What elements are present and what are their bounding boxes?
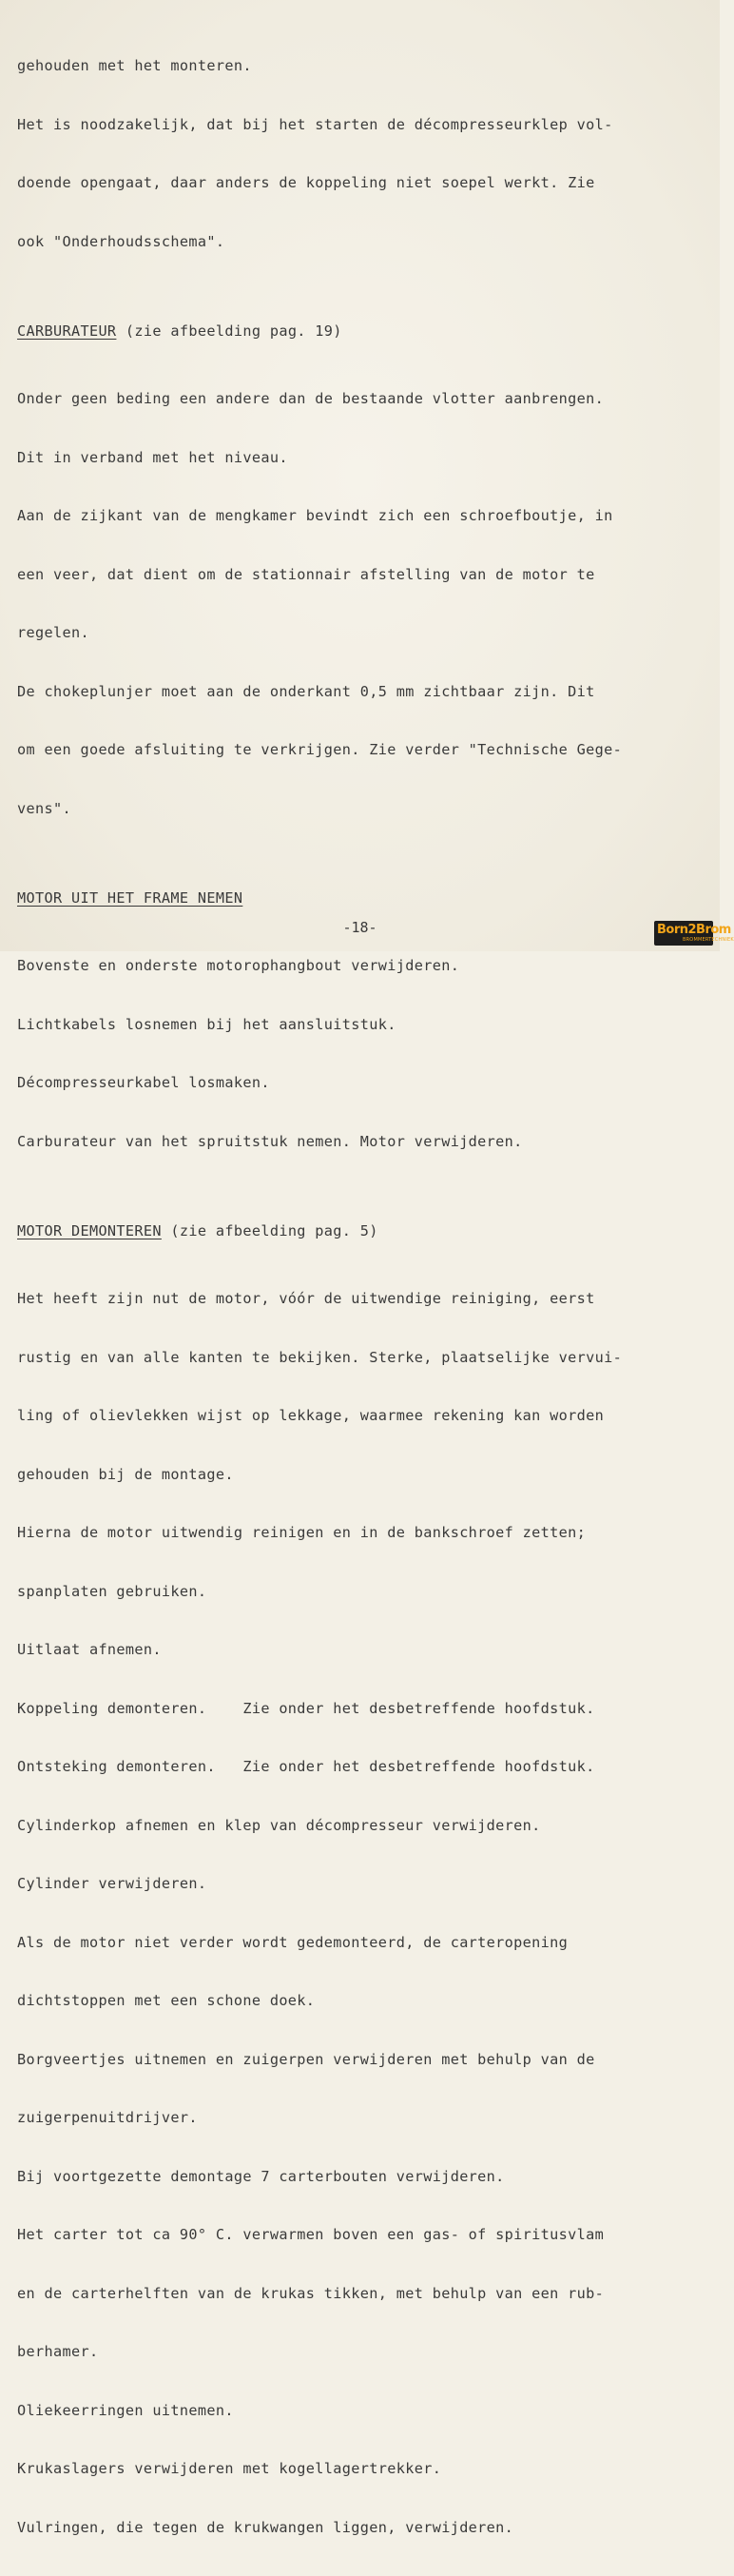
body-line: Het is noodzakelijk, dat bij het starten de décompresseurklep vol- <box>17 115 613 133</box>
body-line: Bovenste en onderste motorophangbout verwijderen. <box>17 957 460 974</box>
body-line: Borgveertjes uitnemen en zuigerpen verwijderen met behulp van de <box>17 2050 595 2068</box>
body-line: Vulringen, die tegen de krukwangen liggen, verwijderen. <box>17 2518 514 2536</box>
watermark-logo <box>654 921 734 946</box>
heading-title: MOTOR DEMONTEREN <box>17 1221 162 1239</box>
body-line: doende opengaat, daar anders de koppeling niet soepel werkt. Zie <box>17 174 595 191</box>
page-number: -18- <box>342 919 377 936</box>
logo-text: Born2Brom <box>657 923 731 937</box>
body-line: ling of olievlekken wijst op lekkage, waarmee rekening kan worden <box>17 1407 605 1424</box>
body-line: vens". <box>17 799 71 817</box>
body-line: en de carterhelften van de krukas tikken, met behulp van een rub- <box>17 2284 605 2302</box>
body-line: Aan de zijkant van de mengkamer bevindt zich een schroefboutje, in <box>17 507 613 524</box>
body-line: Ontsteking demonteren. Zie onder het desbetreffende hoofdstuk. <box>17 1758 595 1775</box>
body-line: Carburateur van het spruitstuk nemen. Motor verwijderen. <box>17 1132 523 1150</box>
body-line: gehouden met het monteren. <box>17 57 252 74</box>
logo-subtext: BROMMERTECHNIEK <box>683 937 734 943</box>
body-line: Décompresseurkabel losmaken. <box>17 1074 270 1091</box>
body-line: Onder geen beding een andere dan de bestaande vlotter aanbrengen. <box>17 390 605 407</box>
heading-title: MOTOR UIT HET FRAME NEMEN <box>17 888 243 907</box>
body-line: Uitlaat afnemen. <box>17 1641 162 1658</box>
body-line: Bij voortgezette demontage 7 carterbouten verwijderen. <box>17 2167 505 2185</box>
body-line: Krukaslagers verwijderen met kogellagertrekker. <box>17 2460 442 2477</box>
body-line: Als de motor niet verder wordt gedemonteerd, de carteropening <box>17 1933 569 1951</box>
body-line: Koppeling demonteren. Zie onder het desbetreffende hoofdstuk. <box>17 1699 595 1717</box>
body-line: zuigerpenuitdrijver. <box>17 2109 198 2126</box>
body-line: Het heeft zijn nut de motor, vóór de uitwendige reiniging, eerst <box>17 1290 595 1307</box>
body-line: spanplaten gebruiken. <box>17 1582 207 1600</box>
body-line: regelen. <box>17 624 89 641</box>
body-line: Dit in verband met het niveau. <box>17 448 288 466</box>
body-line: Lichtkabels losnemen bij het aansluitstuk. <box>17 1015 396 1033</box>
body-line: Oliekeerringen uitnemen. <box>17 2401 234 2419</box>
heading-reference: (zie afbeelding pag. 5) <box>161 1221 378 1239</box>
body-line: Het carter tot ca 90° C. verwarmen boven een gas- of spiritusvlam <box>17 2226 605 2243</box>
body-line: Cylinderkop afnemen en klep van décompresseur verwijderen. <box>17 1816 541 1834</box>
body-line: dichtstoppen met een schone doek. <box>17 1992 316 2009</box>
body-line: gehouden bij de montage. <box>17 1465 234 1483</box>
section-heading-motor-uit-frame <box>17 888 706 908</box>
document-body <box>17 17 706 2576</box>
heading-title: CARBURATEUR <box>17 322 117 340</box>
section-heading-carburateur <box>17 322 706 342</box>
heading-reference: (zie afbeelding pag. 19) <box>116 322 342 340</box>
body-line: rustig en van alle kanten te bekijken. Sterke, plaatselijke vervui- <box>17 1348 623 1366</box>
body-line: ook "Onderhoudsschema". <box>17 232 225 250</box>
body-line: De chokeplunjer moet aan de onderkant 0,5 mm zichtbaar zijn. Dit <box>17 682 595 700</box>
body-line: een veer, dat dient om de stationnair afstelling van de motor te <box>17 565 595 583</box>
body-line: Hierna de motor uitwendig reinigen en in de bankschroef zetten; <box>17 1524 587 1541</box>
body-line: Cylinder verwijderen. <box>17 1875 207 1892</box>
body-line: berhamer. <box>17 2343 99 2360</box>
body-line: om een goede afsluiting te verkrijgen. Zie verder "Technische Gege- <box>17 741 623 758</box>
section-heading-motor-demonteren <box>17 1221 706 1241</box>
